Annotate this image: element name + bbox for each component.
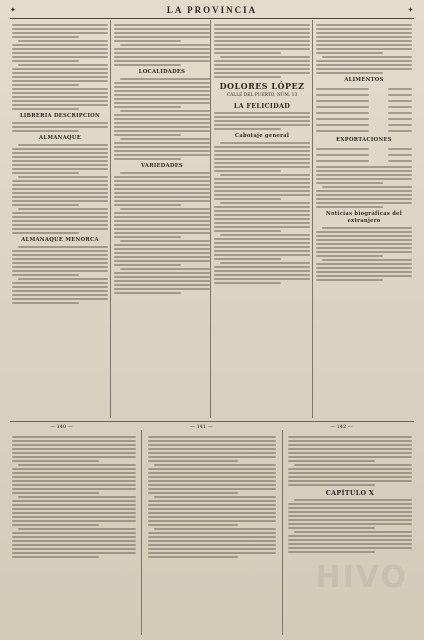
- watermark-bottom: HIVO: [315, 560, 408, 595]
- masthead-right-ornament: ✦: [407, 6, 414, 14]
- lower-column-3: [288, 434, 412, 634]
- masthead-rule: [10, 18, 414, 19]
- folio-right: — 142 —: [330, 424, 353, 430]
- column-3: [214, 22, 310, 418]
- section-rule: [10, 421, 414, 422]
- section-heading: EXPORTACIONES: [336, 137, 392, 143]
- folio-left: — 140 —: [50, 424, 73, 430]
- section-heading: ALMANAQUE: [39, 135, 81, 141]
- column-divider: [210, 20, 211, 418]
- column-4: [316, 22, 412, 418]
- section-heading: ALIMENTOS: [344, 77, 384, 83]
- column-divider: [282, 430, 283, 635]
- column-divider: [141, 430, 142, 635]
- section-heading: LIBRERIA DESCRIPCION: [19, 113, 101, 119]
- section-heading: Noticias biográficas del extranjero: [325, 211, 403, 224]
- lower-column-1: [12, 434, 136, 634]
- masthead-left-ornament: ✦: [10, 6, 17, 14]
- column-1: [12, 22, 108, 418]
- column-divider: [110, 20, 111, 418]
- section-heading: VARIEDADES: [140, 163, 184, 169]
- lower-column-2: [148, 434, 276, 634]
- masthead-title: LA PROVINCIA: [166, 5, 258, 15]
- advert-subheading: CALLE DEL PUERTO, NÚM. 13: [226, 93, 298, 98]
- column-2: [114, 22, 210, 418]
- folio-mid: — 141 —: [190, 424, 213, 430]
- section-heading: LOCALIDADES: [138, 69, 186, 75]
- chapter-heading: CAPÍTULO X: [325, 489, 375, 497]
- column-divider: [312, 20, 313, 418]
- section-heading: ALMANAQUE MENORCA: [21, 237, 99, 243]
- advert-name: LA FELICIDAD: [233, 102, 291, 110]
- advert-heading: DOLORES LÓPEZ: [219, 81, 305, 91]
- section-heading: Cabotaje general: [234, 133, 290, 139]
- masthead: [10, 4, 414, 16]
